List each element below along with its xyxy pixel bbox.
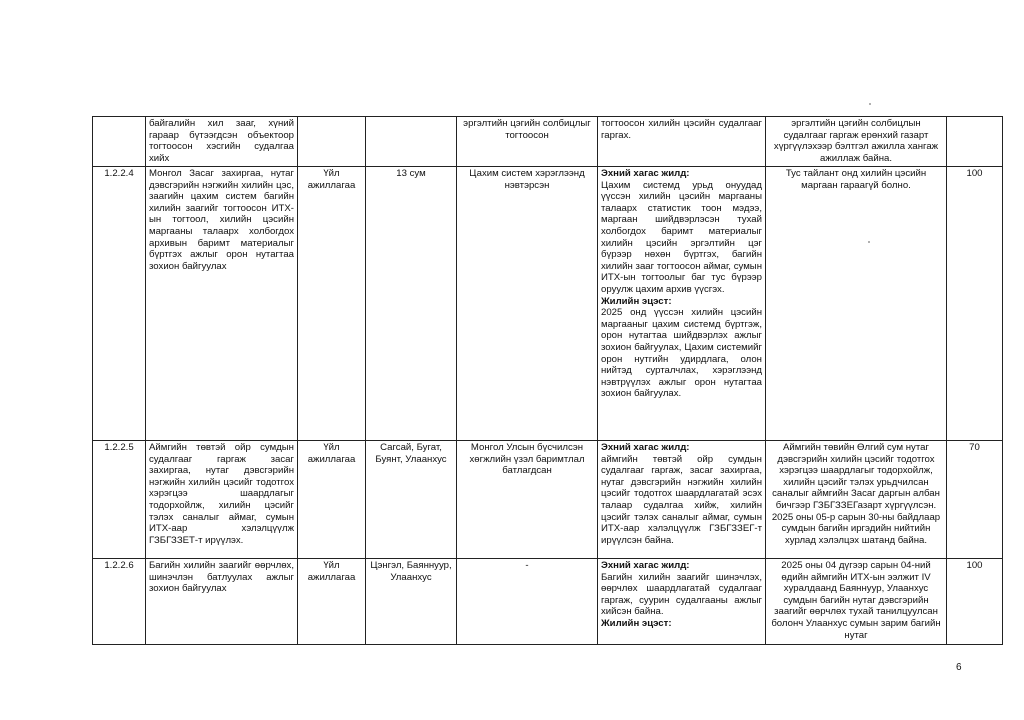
- row-criteria: эргэлтийн цэгийн солбицлыг тогтоосон: [457, 117, 598, 167]
- row-progress: [598, 117, 766, 167]
- progress-heading-year-end: Жилийн эцэст:: [601, 617, 672, 629]
- row-result: Аймгийн төвийн Өлгий сум нутаг дэвсгэрийн хилийн цэсийг тодотгох хэрэгцээ шаардлагыг тодорхойлж, хилийн цэсийг тэлэх урьдчилсан саналыг аймгийн Засаг даргын албан бичгээр ГЗБГЗЗЕГазарт хүргүүлсэн. 2025 оны 05-р сарын 30-ны байдлаар сумдын багийн иргэдийн нийтийн хурлад хэлэлцэх шатанд байна.: [766, 441, 947, 559]
- progress-text: Багийн хилийн заагийг шинэчлэх, өөрчлөх шаардлагатай судалгааг гаргаж, суурин судалгааны ажлыг хийсэн байна.: [601, 571, 762, 618]
- row-result: эргэлтийн цэгийн солбицлын судалгааг гаргаж ерөнхий газарт хүргүүлэхээр бэлтгэл ажилла хангаж ажиллаж байна.: [766, 117, 947, 167]
- row-criteria: Цахим систем хэрэглээнд нэвтэрсэн: [457, 167, 598, 441]
- plan-report-table: [92, 116, 1003, 645]
- row-location: Цэнгэл, Баяннуур, Улаанхус: [366, 559, 457, 645]
- row-code: 1.2.2.4: [93, 167, 146, 441]
- table-row: [93, 117, 1003, 167]
- row-score: 100: [947, 559, 1003, 645]
- progress-text-year-end: 2025 онд үүссэн хилийн цэсийн маргааныг цахим системд бүртгэж, орон нутагтаа шийдвэрлэх ажлыг зохион байгуулах, Цахим системийг орон нутгийн удирдлага, олон нийтэд сурталчлах, хэрэглээнд нэвтрүүлэх ажлыг орон нутагтаа зохион байгуулах.: [601, 307, 762, 400]
- row-code: [93, 117, 146, 167]
- progress-text: Цахим системд урьд онуудад үүссэн хилийн цэсийн маргааны талаарх статистик тоон мэдээ, маргаан шийдвэрлэсэн тухай холбогдох баримт материалыг хилийн цэсийн эргэлтийн цэг бүрээр нөхөн бүртгэх, багийн хилийн зааг тогтоосон аймаг, сумын ИТХ-ын тогтоолыг баг тус бүрээр оруулж цахим архив үүсгэх.: [601, 179, 762, 295]
- table-row: [93, 559, 1003, 645]
- row-result: Тус тайлант онд хилийн цэсийн маргаан гараагүй болно.: [766, 167, 947, 441]
- row-task: Багийн хилийн заагийг өөрчлөх, шинэчлэн батлуулах ажлыг зохион байгуулах: [146, 559, 298, 645]
- row-score: 100: [947, 167, 1003, 441]
- row-progress: [598, 559, 766, 645]
- progress-heading-first-half: Эхний хагас жилд:: [601, 442, 690, 453]
- row-responsible: [298, 117, 366, 167]
- row-criteria: -: [457, 559, 598, 645]
- row-score: [947, 117, 1003, 167]
- progress-heading-first-half: Эхний хагас жилд:: [601, 168, 690, 179]
- row-result: 2025 оны 04 дүгээр сарын 04-ний өдийн аймгийн ИТХ-ын ээлжит IV хуралдаанд Баяннуур, Улаанхус сумдын багийн нутаг дэвсгэрийн заагийг өөрчлөх тухай танилцуулсан болонч Улаанхус сумын зарим багийн нутаг: [766, 559, 947, 645]
- row-score: 70: [947, 441, 1003, 559]
- row-responsible: Үйл ажиллагаа: [298, 559, 366, 645]
- table-row: [93, 441, 1003, 559]
- table-row: [93, 167, 1003, 441]
- row-responsible: Үйл ажиллагаа: [298, 167, 366, 441]
- row-location: 13 сум: [366, 167, 457, 441]
- progress-text: тогтоосон хилийн цэсийн судалгааг гаргах.: [601, 118, 762, 141]
- row-criteria: Монгол Улсын бүсчилсэн хөгжлийн үзэл баримтлал батлагдсан: [457, 441, 598, 559]
- row-task: байгалийн хил зааг, хүний гараар бүтээгдсэн объектоор тогтоосон хэсгийн судалгаа хийх: [146, 117, 298, 167]
- progress-heading-year-end: Жилийн эцэст:: [601, 295, 672, 307]
- scan-speck: [869, 103, 871, 105]
- page-number: 6: [956, 662, 962, 673]
- row-responsible: Үйл ажиллагаа: [298, 441, 366, 559]
- row-location: Сагсай, Бугат, Буянт, Улаанхус: [366, 441, 457, 559]
- row-location: [366, 117, 457, 167]
- row-progress: [598, 441, 766, 559]
- row-task: Аймгийн төвтэй ойр сумдын судалгааг гаргаж засаг захиргаа, нутаг дэвсгэрийн нэгжийн хилийн цэсийг тодотгох хэрэгцээ шаардлагыг тодорхойлж, хилийн цэсийг тэлэх саналыг аймаг, сумын ИТХ-аар хэлэлцүүлж ГЗБГЗЗЕТ-т ирүүлэх.: [146, 441, 298, 559]
- row-task: Монгол Засаг захиргаа, нутаг дэвсгэрийн нэгжийн хилийн цэс, заагийн цахим систем багийн хилийн заагийг тогтоосон ИТХ-ын тогтоол, хилийн цэсийн маргааны талаарх холбогдох архивын баримт материалыг бүртгэх ажлыг орон нутагтаа зохион байгуулах: [146, 167, 298, 441]
- progress-text: аймгийн төвтэй ойр сумдын судалгааг гаргаж, засаг захиргаа, нутаг дэвсгэрийн нэгжийн хилийн цэсийг тодотгох шаардлагатай эсэх талаар судалгаа хийж, хилийн цэсийг тэлэх саналыг аймаг, сумын ИТХ-аар хэлэлцүүлж ГЗБГЗЗЕГ-т ирүүлсэн байна.: [601, 453, 762, 546]
- progress-heading-first-half: Эхний хагас жилд:: [601, 560, 690, 571]
- row-code: 1.2.2.5: [93, 441, 146, 559]
- row-progress: [598, 167, 766, 441]
- row-code: 1.2.2.6: [93, 559, 146, 645]
